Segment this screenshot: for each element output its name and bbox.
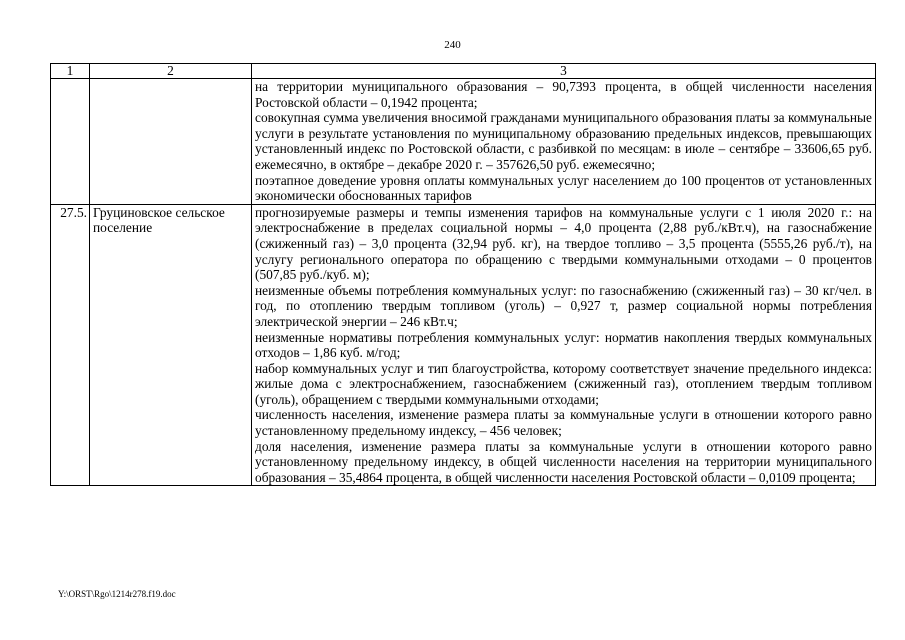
tariff-table — [50, 63, 876, 486]
paragraph: поэтапное доведение уровня оплаты коммунальных услуг населением до 100 процентов от установленных экономически обоснованных тарифов — [255, 172, 872, 204]
table-row-27-5 — [51, 204, 876, 486]
row-content-cell — [252, 204, 876, 486]
table-row-continuation — [51, 79, 876, 205]
paragraph: доля населения, изменение размера платы за коммунальные услуги в отношении которого равно установленному предельному индексу, в общей численности населения на территории муниципального образования – 35,4864 процента, в общей численности населения Ростовской области – 0,0109 процента; — [255, 438, 872, 485]
row-number-cell — [51, 79, 90, 205]
header-col-2: 2 — [90, 64, 252, 79]
settlement-name: Груциновское сельское поселение — [90, 204, 252, 486]
paragraph: набор коммунальных услуг и тип благоустройства, которому соответствует значение предельного индекса: жилые дома с электроснабжением, газоснабжением (сжиженный газ), отоплением твердым топливом (уголь), обращением с твердыми коммунальными отходами; — [255, 360, 872, 407]
paragraph: неизменные объемы потребления коммунальных услуг: по газоснабжению (сжиженный газ) – 30 кг/чел. в год, по отоплению твердым топливом (уголь) – 0,927 т, размер социальной нормы потребления электрической энергии – 246 кВт.ч; — [255, 282, 872, 329]
paragraph: численность населения, изменение размера платы за коммунальные услуги в отношении которого равно установленному предельному индексу, – 456 человек; — [255, 407, 872, 439]
paragraph: неизменные нормативы потребления коммунальных услуг: норматив накопления твердых коммунальных отходов – 1,86 куб. м/год; — [255, 329, 872, 361]
page-number: 240 — [444, 39, 461, 51]
file-path-footer: Y:\ORST\Rgo\1214r278.f19.doc — [58, 589, 176, 599]
row-name-cell — [90, 79, 252, 205]
header-col-3: 3 — [252, 64, 876, 79]
row-number: 27.5. — [51, 204, 90, 486]
row-content-cell — [252, 79, 876, 205]
paragraph: прогнозируемые размеры и темпы изменения тарифов на коммунальные услуги с 1 июля 2020 г.: на электроснабжение в пределах социальной нормы – 4,0 процента (2,88 руб./кВт.ч), на газоснабжение (сжиженный газ) – 3,0 процента (32,94 руб. кг), на твердое топливо – 3,5 процента (5555,26 руб./т), на услугу регионального оператора по обращению с твердыми коммунальными отходами – 0 процентов (507,85 руб./куб. м); — [255, 204, 872, 283]
table-header-row — [51, 64, 876, 79]
header-col-1: 1 — [51, 64, 90, 79]
paragraph: на территории муниципального образования – 90,7393 процента, в общей численности населения Ростовской области – 0,1942 процента; — [255, 79, 872, 110]
paragraph: совокупная сумма увеличения вносимой гражданами муниципального образования платы за коммунальные услуги в результате установления по муниципальному образованию предельных индексов, превышающих установленный индекс по Ростовской области, с разбивкой по месяцам: в июле – сентябре – 33606,65 руб. ежемесячно, в октябре – декабре 2020 г. – 357626,50 руб. ежемесячно; — [255, 110, 872, 172]
